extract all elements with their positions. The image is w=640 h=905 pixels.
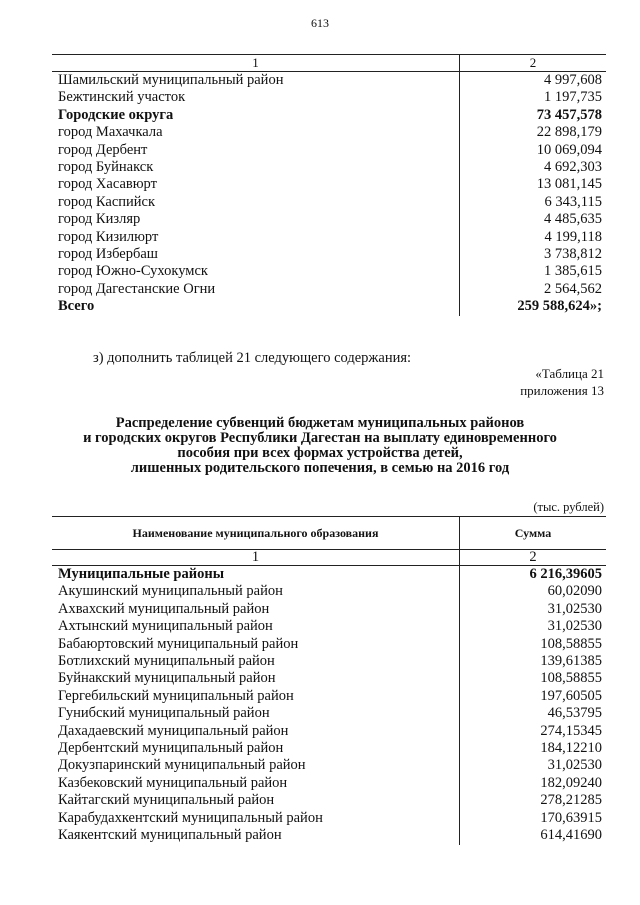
column-number-2: 2	[460, 550, 607, 566]
table-row	[52, 792, 606, 809]
row-name: город Махачкала	[58, 124, 163, 141]
row-value: 2 564,562	[460, 281, 607, 298]
row-value: 13 081,145	[460, 176, 607, 193]
table-row	[52, 827, 606, 844]
row-value: 4 199,118	[460, 229, 607, 246]
table-title	[40, 416, 600, 476]
table-row	[52, 281, 606, 298]
header-amount: Сумма	[460, 517, 607, 550]
table-row	[52, 601, 606, 618]
row-value: 1 197,735	[460, 89, 607, 106]
row-name: город Хасавюрт	[58, 176, 157, 193]
row-value: 31,02530	[460, 757, 607, 774]
row-value: 4 485,635	[460, 211, 607, 228]
row-value: 10 069,094	[460, 142, 607, 159]
row-name: город Избербаш	[58, 246, 158, 263]
row-name: Акушинский муниципальный район	[58, 583, 283, 600]
row-name: город Каспийск	[58, 193, 156, 210]
row-name: город Кизляр	[58, 211, 141, 228]
row-value: 139,61385	[460, 653, 607, 670]
title-line-2: и городских округов Республики Дагестан на выплату единовременного	[83, 430, 557, 446]
table-row	[52, 211, 606, 228]
row-name: город Дербент	[58, 141, 148, 158]
row-value: 6 343,115	[460, 194, 607, 211]
table-row	[52, 618, 606, 635]
row-name: город Дагестанские Огни	[58, 280, 216, 297]
table-top-continuation	[52, 54, 606, 316]
table-row	[52, 705, 606, 722]
row-value: 31,02530	[460, 601, 607, 618]
table-row	[52, 670, 606, 687]
title-line-1: Распределение субвенций бюджетам муниципальных районов	[115, 415, 525, 431]
row-value: 184,12210	[460, 740, 607, 757]
column-number-row	[52, 550, 606, 566]
row-name: Ахтынский муниципальный район	[58, 618, 273, 635]
row-name: Ахвахский муниципальный район	[58, 600, 270, 617]
table-row	[52, 89, 606, 106]
row-value: 170,63915	[460, 810, 607, 827]
column-number-1: 1	[52, 55, 460, 72]
row-value: 6 216,39605	[460, 566, 607, 584]
row-value: 614,41690	[460, 827, 607, 844]
table-row	[52, 688, 606, 705]
row-value: 278,21285	[460, 792, 607, 809]
row-value: 108,58855	[460, 636, 607, 653]
page-number: 613	[311, 16, 329, 30]
row-name: Дербентский муниципальный район	[58, 740, 284, 757]
row-value: 197,60505	[460, 688, 607, 705]
row-value: 3 738,812	[460, 246, 607, 263]
table-row	[52, 723, 606, 740]
title-line-3: пособия при всех формах устройства детей,	[177, 445, 463, 461]
row-value: 31,02530	[460, 618, 607, 635]
row-name: Бабаюртовский муниципальный район	[58, 635, 299, 652]
row-name: Кайтагский муниципальный район	[58, 792, 275, 809]
caption-line-appendix: приложения 13	[520, 383, 604, 398]
row-name: Всего	[58, 298, 95, 315]
row-name: Шамильский муниципальный район	[58, 72, 284, 88]
header-row	[52, 517, 606, 550]
row-value: 1 385,615	[460, 263, 607, 280]
row-name: Докузпаринский муниципальный район	[58, 757, 306, 774]
row-value: 259 588,624»;	[460, 298, 607, 315]
header-municipality: Наименование муниципального образования	[52, 517, 460, 550]
row-name: Гунибский муниципальный район	[58, 705, 270, 722]
table-row	[52, 229, 606, 246]
row-value: 73 457,578	[460, 107, 607, 124]
row-name: город Южно-Сухокумск	[58, 263, 208, 280]
row-name: город Кизилюрт	[58, 228, 159, 245]
row-value: 4 997,608	[460, 72, 607, 90]
caption-line-table: «Таблица 21	[535, 366, 604, 381]
row-name: Ботлихский муниципальный район	[58, 653, 275, 670]
table-row	[52, 583, 606, 600]
row-name: Бежтинский участок	[58, 89, 186, 106]
table-row	[52, 142, 606, 159]
table-row	[52, 653, 606, 670]
row-name: Городские округа	[58, 106, 174, 123]
row-name: Карабудахкентский муниципальный район	[58, 809, 323, 826]
table-row	[52, 72, 606, 90]
table-row	[52, 159, 606, 176]
row-value: 46,53795	[460, 705, 607, 722]
table-row	[52, 124, 606, 141]
table-row	[52, 566, 606, 584]
row-name: Гергебильский муниципальный район	[58, 687, 294, 704]
row-value: 274,15345	[460, 723, 607, 740]
table-row	[52, 298, 606, 315]
row-value: 60,02090	[460, 583, 607, 600]
table-row	[52, 740, 606, 757]
table-row	[52, 107, 606, 124]
row-name: Буйнакский муниципальный район	[58, 670, 276, 687]
row-value: 108,58855	[460, 670, 607, 687]
table-row	[52, 246, 606, 263]
row-name: Дахадаевский муниципальный район	[58, 722, 289, 739]
amendment-text: з) дополнить таблицей 21 следующего содержания:	[93, 350, 412, 366]
table-row	[52, 194, 606, 211]
column-number-row	[52, 55, 606, 72]
row-name: Муниципальные районы	[58, 566, 225, 582]
row-value: 4 692,303	[460, 159, 607, 176]
column-number-2: 2	[460, 55, 607, 72]
table-row	[52, 263, 606, 280]
units-label: (тыс. рублей)	[533, 500, 604, 514]
row-name: Каякентский муниципальный район	[58, 827, 282, 844]
row-value: 22 898,179	[460, 124, 607, 141]
table-row	[52, 176, 606, 193]
column-number-1: 1	[52, 550, 460, 566]
table-subventions	[52, 516, 606, 845]
table-row	[52, 636, 606, 653]
table-row	[52, 775, 606, 792]
table-row	[52, 810, 606, 827]
row-value: 182,09240	[460, 775, 607, 792]
table-row	[52, 757, 606, 774]
row-name: город Буйнакск	[58, 159, 154, 176]
title-line-4: лишенных родительского попечения, в семью на 2016 год	[130, 460, 510, 476]
table-caption	[520, 365, 604, 399]
row-name: Казбековский муниципальный район	[58, 774, 288, 791]
